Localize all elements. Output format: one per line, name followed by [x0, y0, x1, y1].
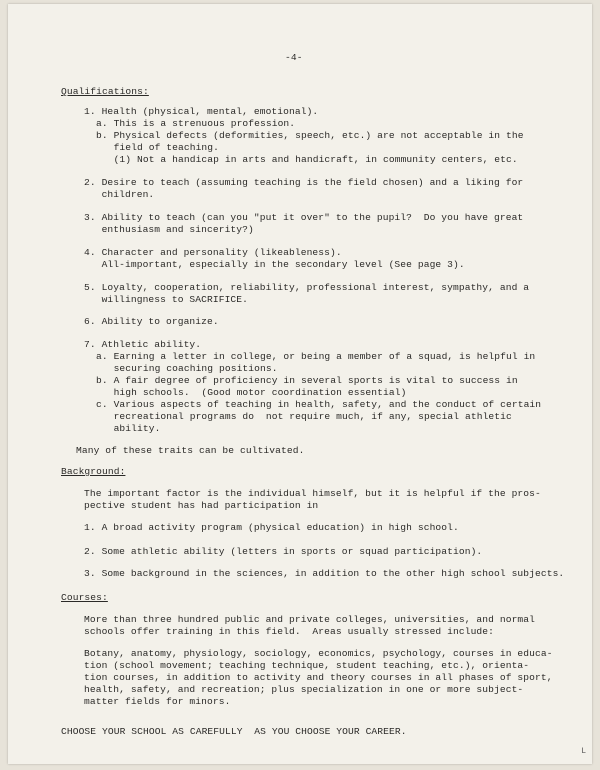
- qual-item-7c: c. Various aspects of teaching in health, safety, and the conduct of certain: [96, 399, 542, 410]
- qual-item-4: 4. Character and personality (likeableness).: [84, 247, 342, 258]
- courses-para2-line3: tion courses, in addition to activity and theory courses in all phases of sport,: [84, 672, 553, 683]
- qual-item-7b: b. A fair degree of proficiency in several sports is vital to success in: [96, 375, 518, 386]
- corner-mark: L: [581, 747, 586, 756]
- page-number: -4-: [285, 52, 303, 63]
- qual-item-1a: a. This is a strenuous profession.: [96, 118, 296, 129]
- qual-item-1b-cont: field of teaching.: [96, 142, 220, 153]
- courses-para2-line5: matter fields for minors.: [84, 696, 231, 707]
- qual-item-7b-cont: high schools. (Good motor coordination essential): [96, 387, 407, 398]
- background-heading: Background:: [61, 466, 126, 477]
- background-item-3: 3. Some background in the sciences, in addition to the other high school subjects.: [84, 568, 565, 579]
- qualifications-closing: Many of these traits can be cultivated.: [76, 445, 305, 456]
- qualifications-heading: Qualifications:: [61, 86, 149, 97]
- qual-item-3: 3. Ability to teach (can you "put it over" to the pupil? Do you have great: [84, 212, 524, 223]
- qual-item-1: 1. Health (physical, mental, emotional).: [84, 106, 319, 117]
- qual-item-5: 5. Loyalty, cooperation, reliability, professional interest, sympathy, and a: [84, 282, 530, 293]
- courses-para2-line1: Botany, anatomy, physiology, sociology, economics, psychology, courses in educa-: [84, 648, 553, 659]
- closing-line: CHOOSE YOUR SCHOOL AS CAREFULLY AS YOU CHOOSE YOUR CAREER.: [61, 726, 407, 737]
- qual-item-7c-cont2: ability.: [96, 423, 161, 434]
- qual-item-2: 2. Desire to teach (assuming teaching is the field chosen) and a liking for: [84, 177, 524, 188]
- qual-item-7a: a. Earning a letter in college, or being a member of a squad, is helpful in: [96, 351, 536, 362]
- background-intro-1: The important factor is the individual himself, but it is helpful if the pros-: [84, 488, 541, 499]
- courses-para1-line2: schools offer training in this field. Areas usually stressed include:: [84, 626, 495, 637]
- qual-item-1b: b. Physical defects (deformities, speech, etc.) are not acceptable in the: [96, 130, 524, 141]
- background-intro-2: pective student has had participation in: [84, 500, 319, 511]
- qual-item-5-cont: willingness to SACRIFICE.: [84, 294, 249, 305]
- document-page: [8, 4, 592, 764]
- qual-item-7: 7. Athletic ability.: [84, 339, 202, 350]
- qual-item-7c-cont1: recreational programs do not require much, if any, special athletic: [96, 411, 512, 422]
- qual-item-6: 6. Ability to organize.: [84, 316, 219, 327]
- background-item-2: 2. Some athletic ability (letters in sports or squad participation).: [84, 546, 483, 557]
- courses-para2-line4: health, safety, and recreation; plus specialization in one or more subject-: [84, 684, 524, 695]
- courses-para2-line2: tion (school movement; teaching technique, student teaching, etc.), orienta-: [84, 660, 530, 671]
- qual-item-7a-cont: securing coaching positions.: [96, 363, 278, 374]
- background-item-1: 1. A broad activity program (physical education) in high school.: [84, 522, 459, 533]
- qual-item-2-cont: children.: [84, 189, 155, 200]
- qual-item-4-cont: All-important, especially in the secondary level (See page 3).: [84, 259, 465, 270]
- courses-para1-line1: More than three hundred public and private colleges, universities, and normal: [84, 614, 536, 625]
- qual-item-3-cont: enthusiasm and sincerity?): [84, 224, 254, 235]
- qual-item-1b-1: (1) Not a handicap in arts and handicraft, in community centers, etc.: [96, 154, 518, 165]
- courses-heading: Courses:: [61, 592, 108, 603]
